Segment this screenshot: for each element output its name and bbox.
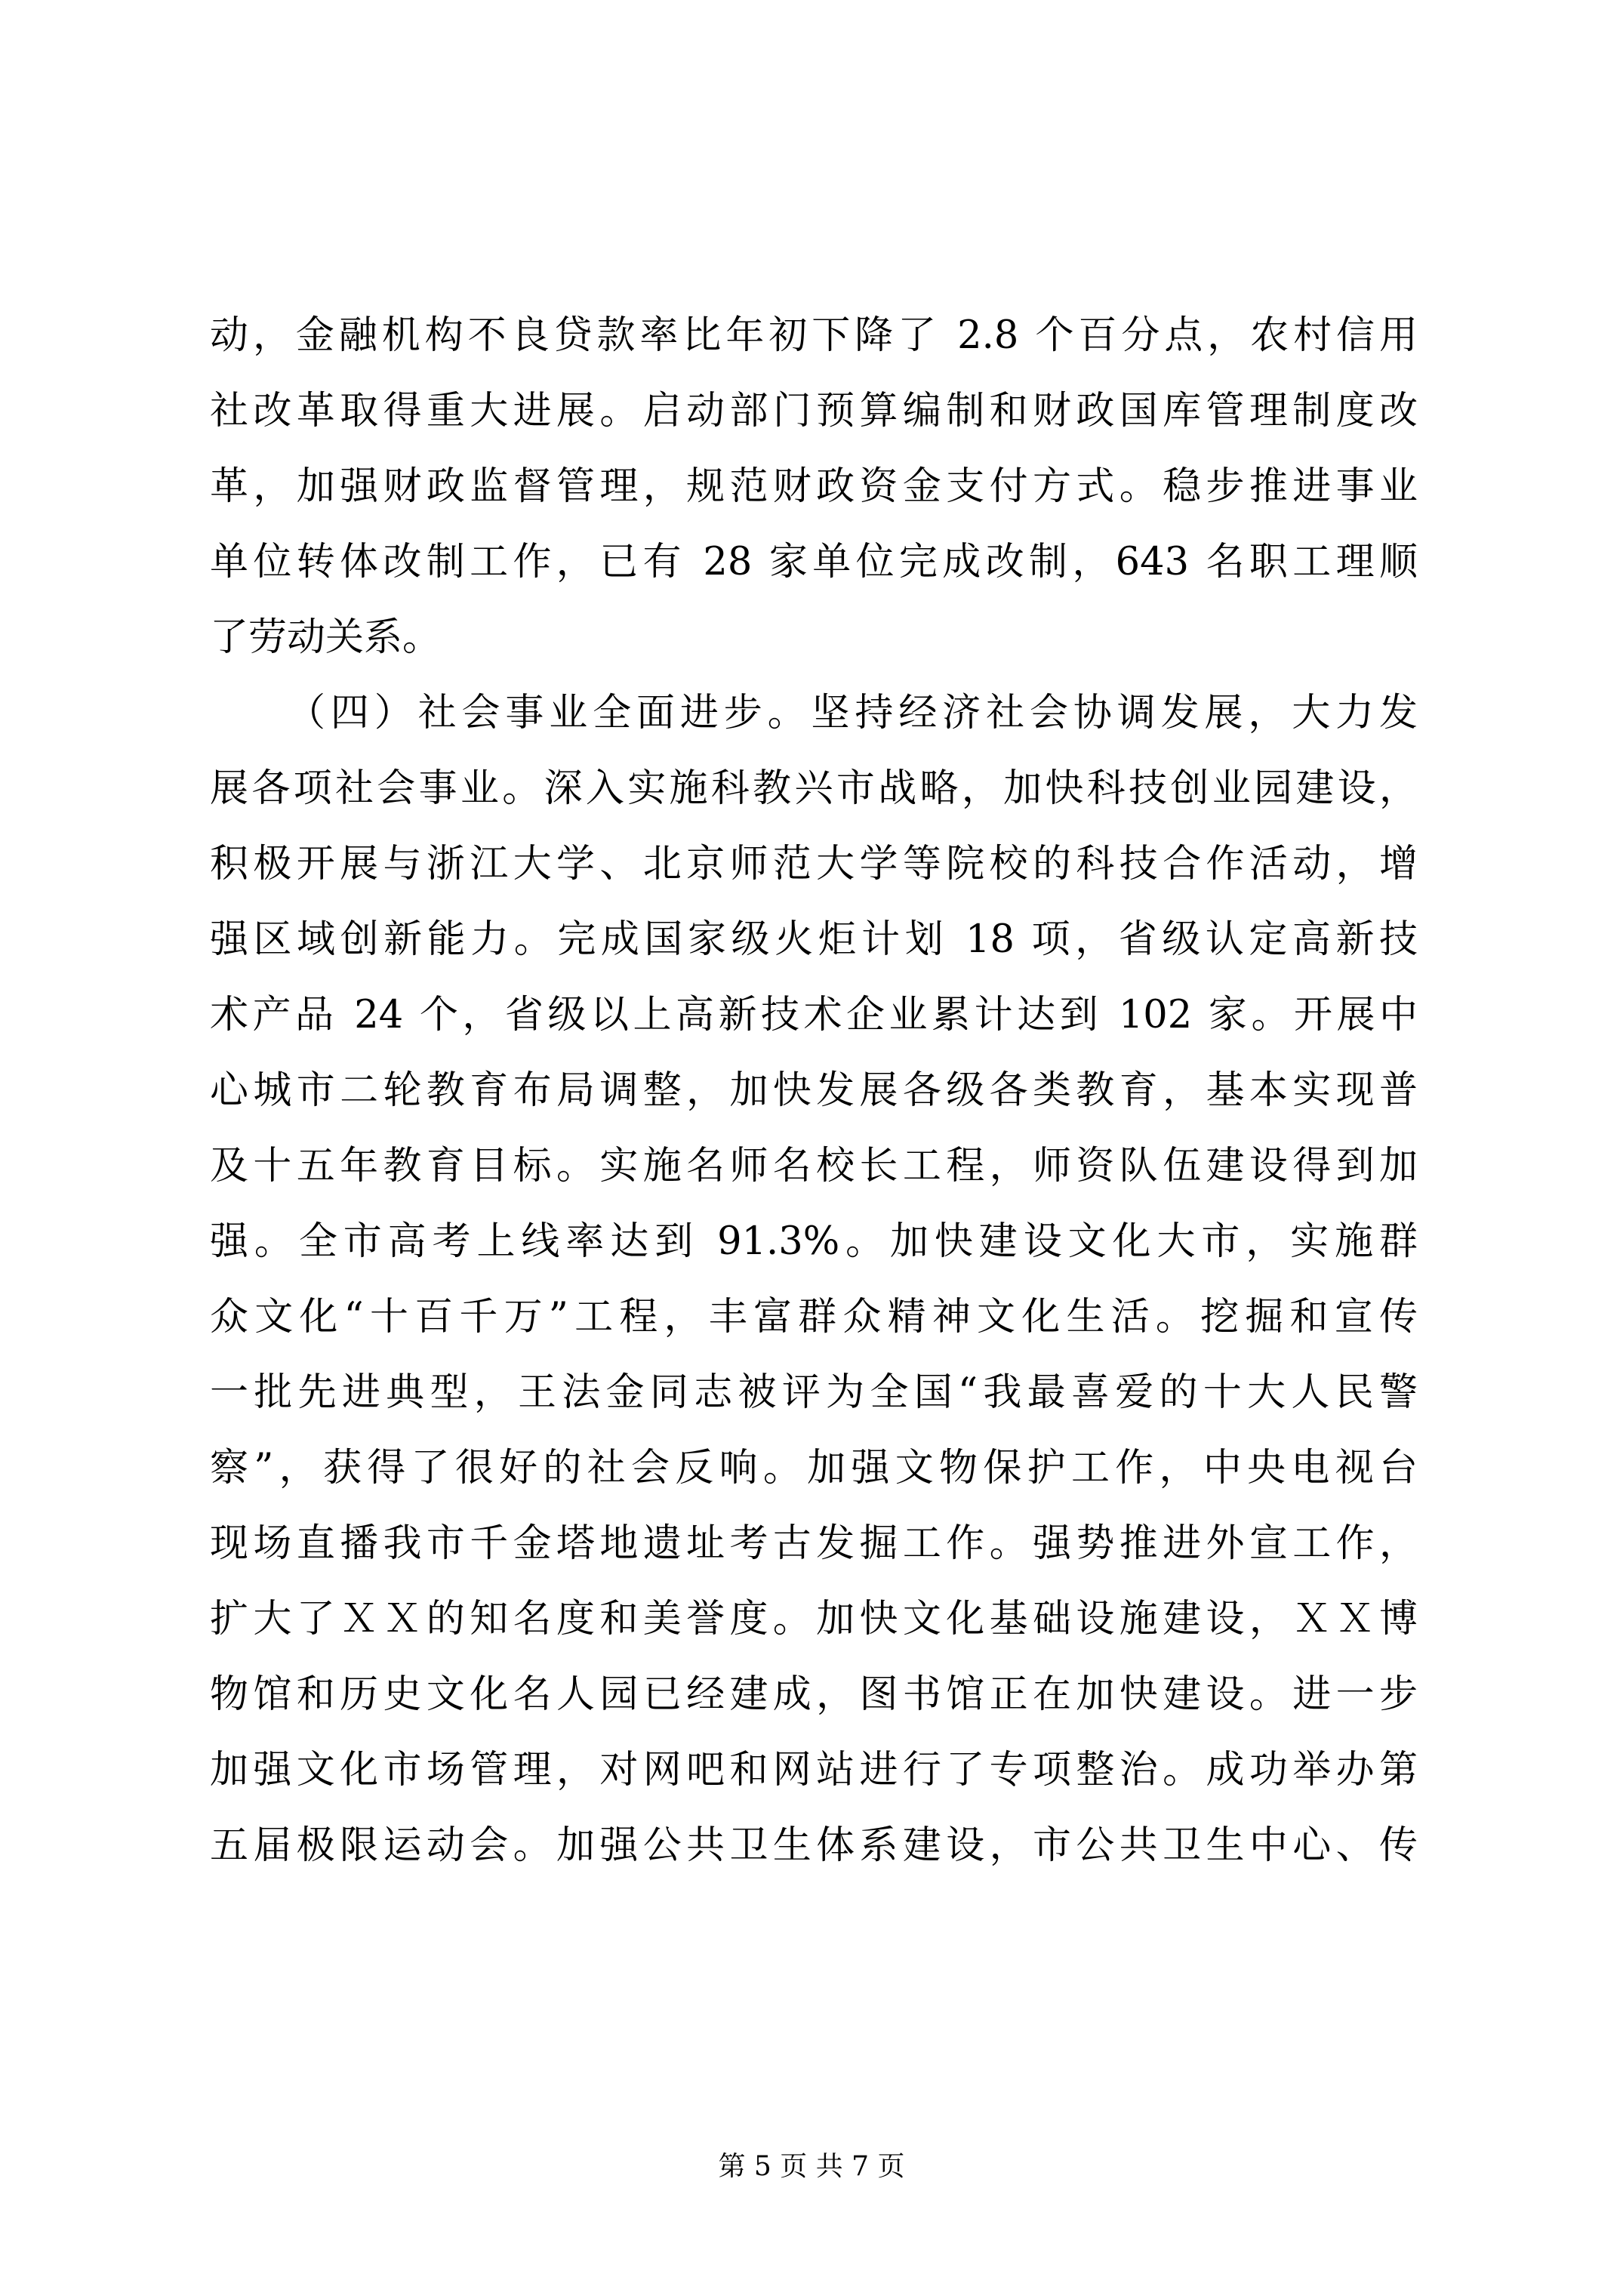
text-line: 物馆和历史文化名人园已经建成，图书馆正在加快建设。进一步	[210, 1672, 1418, 1717]
text-line: 动，金融机构不良贷款率比年初下降了 2.8 个百分点，农村信用	[210, 313, 1418, 358]
text-line: 展各项社会事业。深入实施科教兴市战略，加快科技创业园建设，	[210, 766, 1418, 811]
text-line: 五届极限运动会。加强公共卫生体系建设，市公共卫生中心、传	[210, 1823, 1418, 1868]
page-number-footer: 第 5 页 共 7 页	[718, 2151, 905, 2182]
text-line: 加强文化市场管理，对网吧和网站进行了专项整治。成功举办第	[210, 1748, 1418, 1792]
text-line: 强区域创新能力。完成国家级火炬计划 18 项，省级认定高新技	[210, 917, 1418, 962]
text-line: 心城市二轮教育布局调整，加快发展各级各类教育，基本实现普	[210, 1068, 1418, 1113]
text-line: 了劳动关系。	[210, 615, 442, 660]
text-line: 单位转体改制工作，已有 28 家单位完成改制，643 名职工理顺	[210, 540, 1418, 584]
text-line: 强。全市高考上线率达到 91.3%。加快建设文化大市，实施群	[210, 1219, 1418, 1264]
text-line: 扩大了ＸＸ的知名度和美誉度。加快文化基础设施建设，ＸＸ博	[210, 1597, 1418, 1641]
text-line: 术产品 24 个，省级以上高新技术企业累计达到 102 家。开展中	[210, 993, 1418, 1037]
text-line: 现场直播我市千金塔地遗址考古发掘工作。强势推进外宣工作，	[210, 1521, 1418, 1566]
text-line: 一批先进典型，王法金同志被评为全国“我最喜爱的十大人民警	[210, 1370, 1418, 1415]
text-line: 积极开展与浙江大学、北京师范大学等院校的科技合作活动，增	[210, 842, 1418, 886]
text-line: 社改革取得重大进展。启动部门预算编制和财政国库管理制度改	[210, 389, 1418, 433]
text-line: 革，加强财政监督管理，规范财政资金支付方式。稳步推进事业	[210, 464, 1418, 509]
text-line: 及十五年教育目标。实施名师名校长工程，师资队伍建设得到加	[210, 1144, 1418, 1188]
text-line: 众文化“十百千万”工程，丰富群众精神文化生活。挖掘和宣传	[210, 1295, 1418, 1339]
paragraph-heading-line: （四）社会事业全面进步。坚持经济社会协调发展，大力发	[287, 691, 1418, 735]
text-line: 察”，获得了很好的社会反响。加强文物保护工作，中央电视台	[210, 1446, 1418, 1490]
